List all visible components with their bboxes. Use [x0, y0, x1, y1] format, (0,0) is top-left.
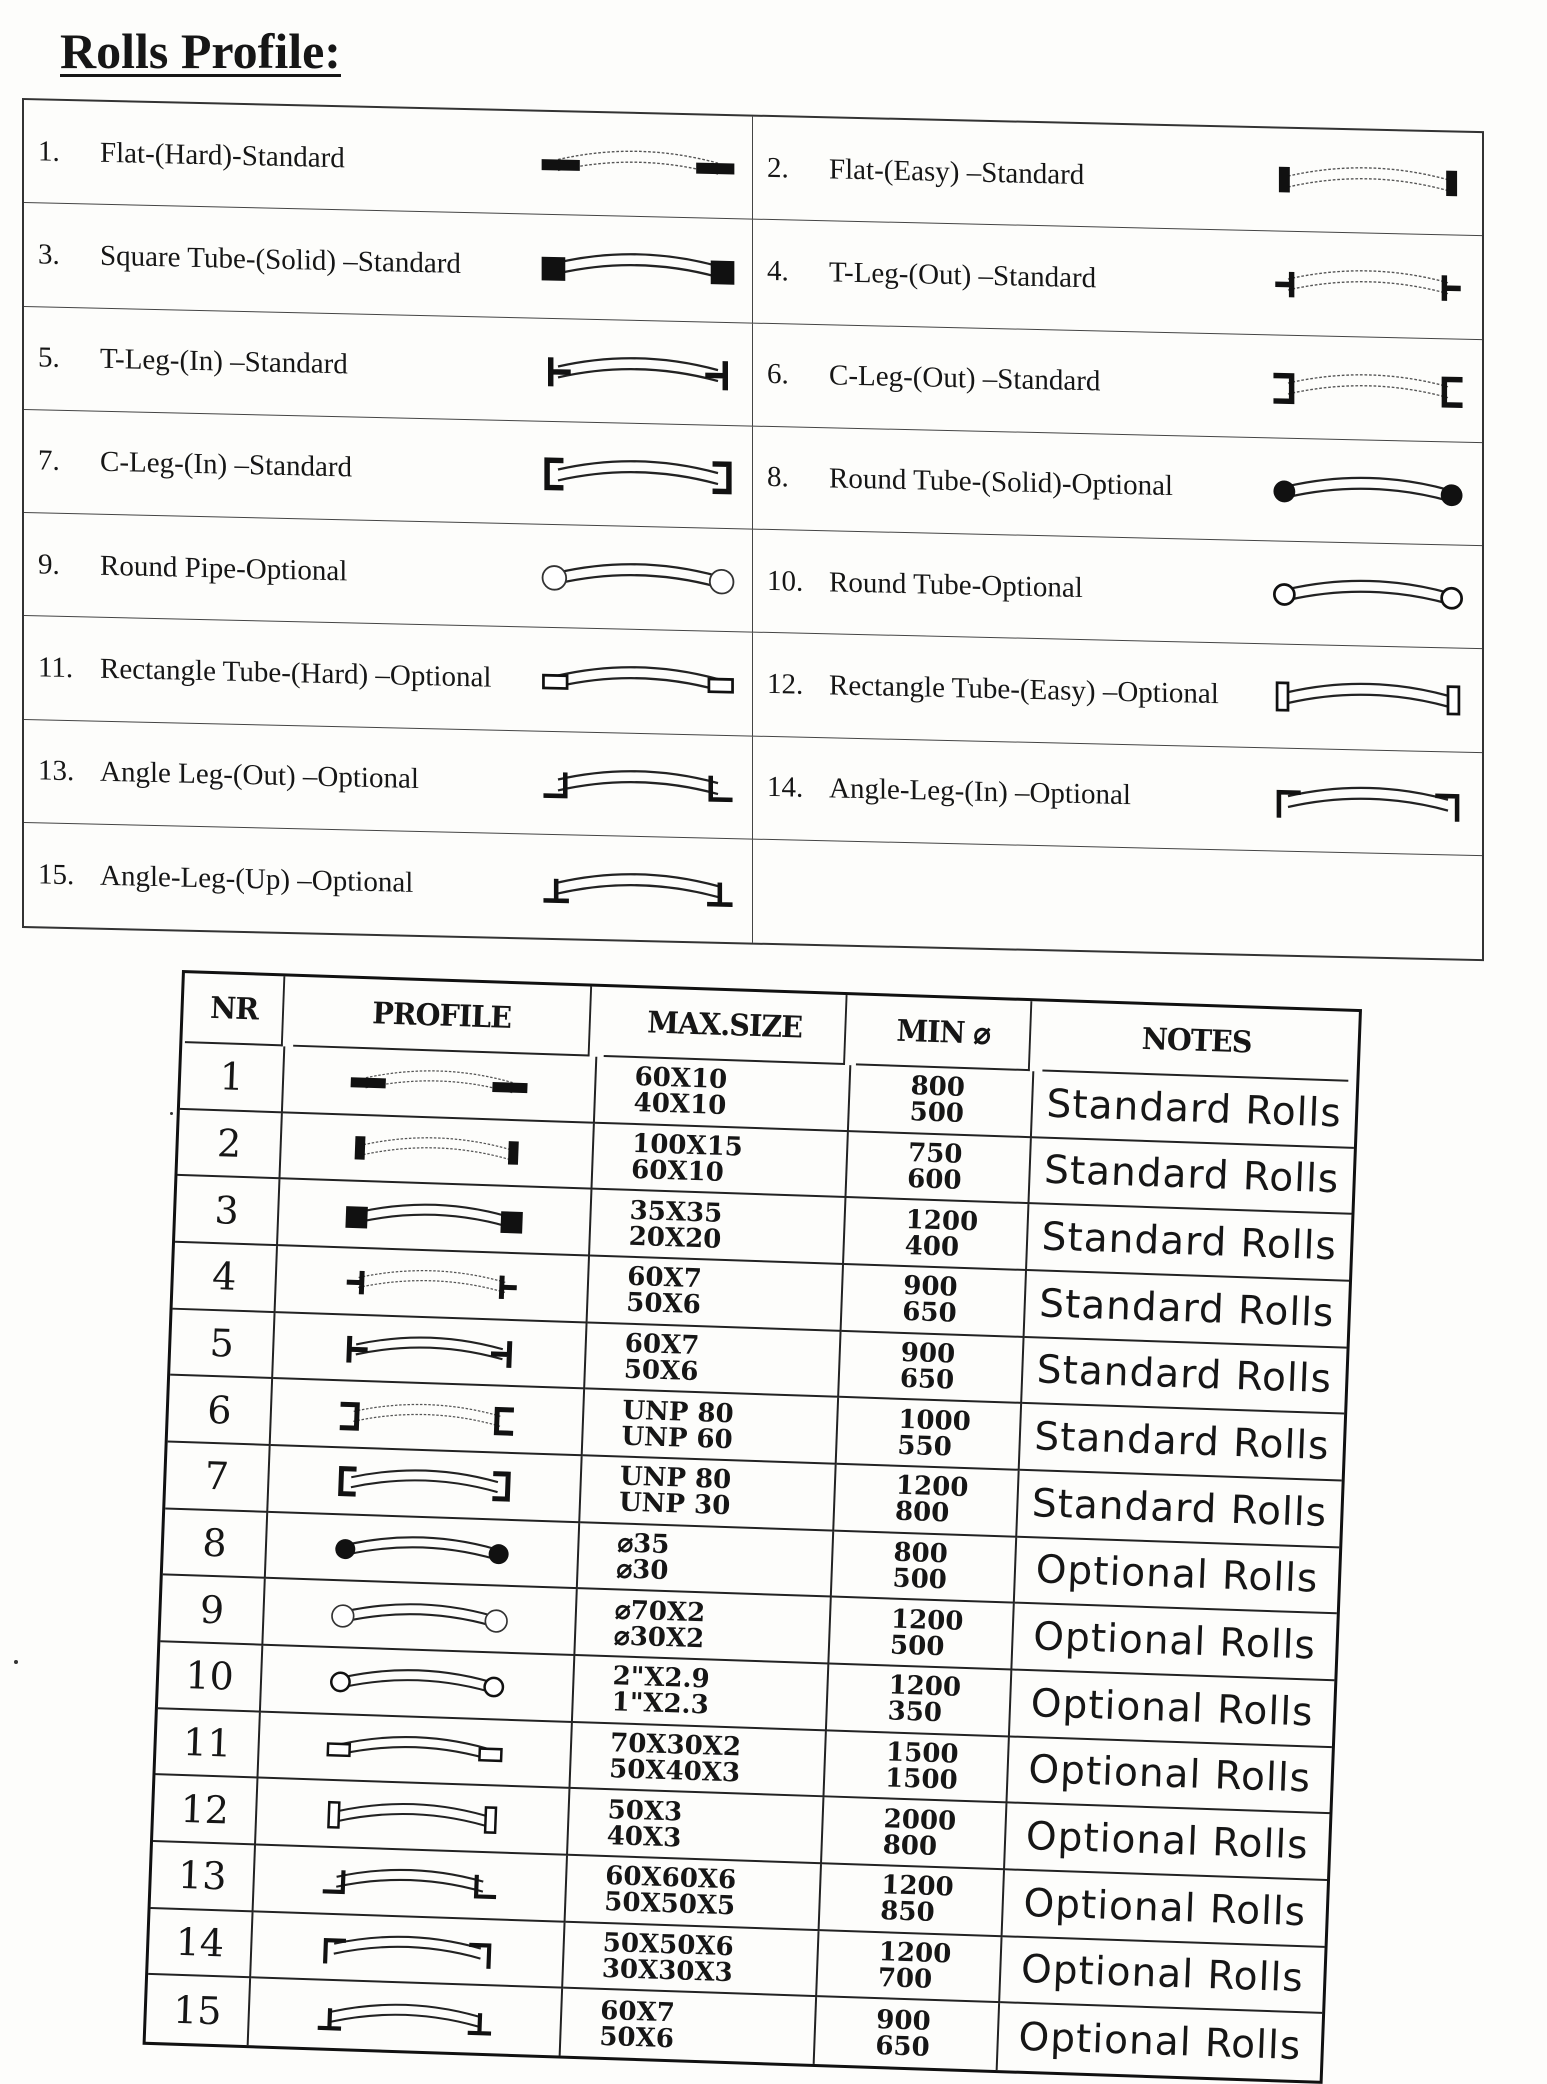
max-size-line: ⌀35: [616, 1528, 670, 1561]
row-min-diameter: [832, 1531, 1017, 1604]
min-diameter-line: 800: [894, 1496, 950, 1529]
min-diameter-line: 500: [889, 1630, 945, 1662]
catalog-cell: [24, 513, 753, 633]
min-diameter-line: 1200: [880, 1870, 955, 1903]
max-size-line: 20X20: [628, 1221, 722, 1255]
header-max-size: MAX.SIZE: [604, 987, 848, 1065]
row-profile: [273, 1313, 587, 1390]
rect-hard-profile-icon: [538, 651, 738, 712]
catalog-cell: [24, 410, 753, 530]
row-max-size: [590, 1190, 846, 1265]
catalog-cell: [24, 616, 753, 736]
catalog-number: 9.: [38, 547, 60, 581]
min-diameter-line: 1200: [890, 1604, 964, 1637]
page-title: Rolls Profile:: [60, 23, 341, 79]
catalog-label: Rectangle Tube-(Easy) –Optional: [829, 669, 1219, 711]
max-size-line: 40X3: [606, 1820, 682, 1854]
rect-easy-profile-icon: [1268, 668, 1468, 729]
round-solid-profile-icon: [316, 1521, 528, 1578]
t-leg-in-profile-icon: [538, 341, 738, 402]
row-max-size: [570, 1723, 826, 1798]
angle-in-profile-icon: [301, 1921, 513, 1978]
catalog-label: Round Tube-Optional: [829, 565, 1083, 604]
row-number: 2: [177, 1110, 282, 1180]
row-notes: Standard Rolls: [1027, 1204, 1351, 1281]
catalog-label: C-Leg-(Out) –Standard: [829, 359, 1101, 398]
catalog-number: 14.: [767, 771, 804, 804]
catalog-label: T-Leg-(In) –Standard: [100, 342, 348, 381]
catalog-label: Flat-(Easy) –Standard: [829, 152, 1085, 191]
scan-speck: [14, 1660, 18, 1664]
max-size-line: 35X35: [629, 1195, 723, 1229]
max-size-line: 50X50X5: [603, 1887, 736, 1922]
row-profile: [263, 1579, 577, 1656]
row-number: 4: [173, 1243, 278, 1313]
row-max-size: [585, 1323, 841, 1398]
row-max-size: [566, 1856, 822, 1931]
row-min-diameter: [817, 1931, 1002, 2004]
c-leg-in-profile-icon: [319, 1455, 531, 1512]
max-size-line: UNP 60: [620, 1421, 734, 1455]
row-notes: Standard Rolls: [1017, 1471, 1341, 1548]
row-number: 12: [153, 1775, 258, 1845]
row-min-diameter: [820, 1864, 1005, 1937]
catalog-number: 10.: [767, 564, 804, 598]
catalog-cell: [753, 426, 1482, 546]
row-min-diameter: [844, 1198, 1029, 1271]
square-solid-profile-icon: [538, 238, 738, 299]
catalog-label: Square Tube-(Solid) –Standard: [100, 239, 461, 280]
flat-hard-profile-icon: [538, 135, 738, 196]
max-size-line: 60X10: [634, 1062, 728, 1096]
row-number: 9: [160, 1576, 265, 1646]
row-profile: [254, 1845, 568, 1922]
row-max-size: [563, 1922, 819, 1997]
row-min-diameter: [829, 1598, 1014, 1671]
row-max-size: [573, 1656, 829, 1731]
catalog-label: Flat-(Hard)-Standard: [100, 136, 345, 174]
row-profile: [249, 1979, 563, 2056]
max-size-line: 50X50X6: [602, 1927, 735, 1963]
max-size-line: 40X10: [633, 1088, 727, 1122]
t-leg-out-profile-icon: [326, 1255, 538, 1312]
catalog-cell: [24, 203, 753, 323]
row-number: 13: [151, 1842, 256, 1912]
row-max-size: [588, 1257, 844, 1332]
catalog-label: Round Tube-(Solid)-Optional: [829, 462, 1173, 503]
row-profile: [271, 1379, 585, 1456]
row-number: 7: [165, 1443, 270, 1513]
row-number: 11: [155, 1709, 260, 1779]
rect-hard-profile-icon: [309, 1721, 521, 1778]
max-size-line: 60X60X6: [604, 1861, 737, 1896]
max-size-line: 100X15: [631, 1128, 744, 1163]
header-min-diameter: MIN ⌀: [856, 995, 1032, 1071]
row-notes: Optional Rolls: [1015, 1537, 1339, 1614]
flat-hard-profile-icon: [333, 1055, 545, 1112]
catalog-number: 7.: [38, 444, 60, 478]
row-min-diameter: [839, 1332, 1024, 1405]
c-leg-out-profile-icon: [321, 1388, 533, 1445]
min-diameter-line: 650: [874, 2030, 931, 2063]
row-notes: Optional Rolls: [1003, 1870, 1327, 1947]
catalog-number: 2.: [767, 151, 789, 185]
min-diameter-line: 800: [910, 1071, 966, 1104]
row-profile: [283, 1046, 597, 1123]
row-min-diameter: [822, 1798, 1007, 1871]
row-profile: [278, 1180, 592, 1257]
header-notes: NOTES: [1042, 1002, 1350, 1082]
row-min-diameter: [824, 1731, 1009, 1804]
min-diameter-line: 500: [891, 1563, 948, 1596]
row-number: 15: [146, 1975, 251, 2045]
catalog-cell: [753, 736, 1482, 856]
catalog-cell: [753, 530, 1482, 650]
c-leg-out-profile-icon: [1268, 358, 1468, 419]
row-number: 6: [168, 1376, 273, 1446]
catalog-cell: [753, 323, 1482, 443]
max-size-line: 2"X2.9: [612, 1661, 711, 1695]
catalog-number: 11.: [38, 651, 74, 685]
catalog-number: 6.: [767, 358, 789, 391]
catalog-label: Angle-Leg-(In) –Optional: [829, 772, 1131, 812]
catalog-label: T-Leg-(Out) –Standard: [829, 256, 1097, 295]
min-diameter-line: 750: [907, 1138, 964, 1170]
min-diameter-line: 500: [909, 1097, 965, 1130]
row-notes: Standard Rolls: [1032, 1071, 1356, 1148]
angle-up-profile-icon: [299, 1989, 511, 2046]
max-size-line: UNP 80: [621, 1395, 735, 1429]
max-size-line: 60X7: [624, 1328, 700, 1362]
header-nr: NR: [185, 973, 285, 1046]
angle-up-profile-icon: [538, 858, 738, 919]
row-profile: [276, 1246, 590, 1323]
row-number: 5: [170, 1309, 275, 1379]
rect-easy-profile-icon: [306, 1788, 518, 1845]
row-profile: [266, 1513, 580, 1590]
row-number: 8: [163, 1509, 268, 1579]
min-diameter-line: 1200: [905, 1204, 979, 1238]
t-leg-out-profile-icon: [1268, 255, 1468, 316]
max-size-line: 50X6: [598, 2021, 675, 2054]
min-diameter-line: 800: [892, 1537, 949, 1570]
row-max-size: [595, 1057, 851, 1132]
row-min-diameter: [837, 1398, 1022, 1471]
row-profile: [261, 1646, 575, 1723]
row-notes: Standard Rolls: [1020, 1404, 1344, 1481]
round-solid-profile-icon: [1268, 461, 1468, 522]
flat-easy-profile-icon: [331, 1122, 543, 1179]
row-number: 10: [158, 1642, 263, 1712]
row-max-size: [578, 1523, 834, 1598]
catalog-label: Rectangle Tube-(Hard) –Optional: [100, 652, 492, 694]
row-min-diameter: [849, 1065, 1034, 1138]
catalog-number: 8.: [767, 461, 789, 494]
catalog-number: 5.: [38, 341, 60, 374]
row-notes: Optional Rolls: [1010, 1671, 1334, 1748]
c-leg-in-profile-icon: [538, 445, 738, 506]
square-solid-profile-icon: [328, 1189, 540, 1246]
row-notes: Optional Rolls: [1012, 1604, 1336, 1681]
catalog-label: Angle-Leg-(Up) –Optional: [100, 859, 414, 899]
angle-out-profile-icon: [304, 1854, 516, 1911]
catalog-cell: [24, 100, 753, 220]
angle-out-profile-icon: [538, 754, 738, 815]
catalog-number: 12.: [767, 667, 804, 701]
min-diameter-line: 1200: [888, 1670, 962, 1704]
catalog-cell: [24, 720, 753, 840]
min-diameter-line: 400: [904, 1230, 960, 1263]
row-max-size: [575, 1589, 831, 1664]
flat-easy-profile-icon: [1268, 151, 1468, 212]
angle-in-profile-icon: [1268, 771, 1468, 832]
header-profile: PROFILE: [293, 977, 592, 1057]
row-notes: Optional Rolls: [1005, 1804, 1329, 1881]
round-tube-profile-icon: [1268, 564, 1468, 625]
row-notes: Optional Rolls: [1017, 2014, 1302, 2070]
catalog-number: 15.: [38, 858, 75, 892]
row-max-size: [561, 1989, 817, 2064]
catalog-number: 1.: [38, 134, 60, 168]
row-profile: [258, 1712, 572, 1789]
max-size-line: UNP 80: [619, 1461, 732, 1496]
spec-table: [143, 970, 1362, 2084]
row-profile: [280, 1113, 594, 1190]
max-size-line: 60X7: [599, 1995, 676, 2028]
row-max-size: [580, 1456, 836, 1531]
row-notes: Standard Rolls: [1022, 1338, 1346, 1415]
row-number: 14: [148, 1909, 253, 1979]
row-notes: Standard Rolls: [1029, 1138, 1353, 1215]
min-diameter-line: 350: [887, 1696, 943, 1729]
row-number: 1: [180, 1043, 285, 1113]
min-diameter-line: 1500: [884, 1763, 959, 1796]
min-diameter-line: 550: [896, 1430, 953, 1463]
round-pipe-profile-icon: [538, 548, 738, 609]
max-size-line: ⌀70X2: [614, 1595, 706, 1628]
min-diameter-line: 900: [900, 1337, 956, 1370]
profile-catalog: [22, 98, 1484, 961]
min-diameter-line: 800: [882, 1829, 938, 1862]
row-max-size: [568, 1789, 824, 1864]
min-diameter-line: 900: [902, 1271, 959, 1304]
scan-speck: [170, 1112, 173, 1115]
row-min-diameter: [842, 1265, 1027, 1338]
max-size-line: 50X3: [607, 1794, 683, 1828]
max-size-line: 70X30X2: [609, 1728, 742, 1763]
min-diameter-line: 2000: [883, 1803, 957, 1837]
row-notes: Optional Rolls: [1000, 1937, 1324, 2014]
min-diameter-line: 1000: [897, 1404, 972, 1437]
max-size-line: 50X6: [623, 1354, 699, 1388]
row-min-diameter: [815, 1997, 1000, 2070]
min-diameter-line: 700: [877, 1963, 933, 1995]
row-min-diameter: [846, 1132, 1031, 1205]
catalog-label: Round Pipe-Optional: [100, 549, 348, 588]
max-size-line: ⌀30X2: [613, 1621, 705, 1654]
max-size-line: ⌀30: [615, 1554, 669, 1587]
catalog-empty-cell: [753, 839, 1482, 959]
catalog-number: 4.: [767, 254, 789, 288]
min-diameter-line: 650: [901, 1297, 958, 1329]
t-leg-in-profile-icon: [323, 1322, 535, 1379]
row-profile: [256, 1779, 570, 1856]
catalog-cell: [24, 307, 753, 427]
catalog-label: Angle Leg-(Out) –Optional: [100, 755, 419, 796]
max-size-line: 50X40X3: [608, 1754, 741, 1789]
row-max-size: [583, 1390, 839, 1465]
min-diameter-line: 1200: [895, 1471, 969, 1504]
row-max-size: [592, 1123, 848, 1198]
min-diameter-line: 600: [906, 1164, 963, 1196]
round-pipe-profile-icon: [314, 1588, 526, 1645]
max-size-line: 60X7: [626, 1262, 703, 1295]
max-size-line: UNP 30: [618, 1487, 731, 1522]
catalog-cell: [753, 633, 1482, 753]
row-notes: Optional Rolls: [1007, 1737, 1331, 1814]
max-size-line: 60X10: [630, 1154, 725, 1188]
row-profile: [251, 1912, 565, 1989]
round-tube-profile-icon: [311, 1655, 523, 1712]
min-diameter-line: 900: [875, 2004, 932, 2037]
row-notes: Standard Rolls: [1025, 1271, 1349, 1348]
min-diameter-line: 650: [899, 1363, 955, 1396]
max-size-line: 1"X2.3: [611, 1687, 710, 1721]
max-size-line: 50X6: [625, 1288, 702, 1321]
catalog-label: C-Leg-(In) –Standard: [100, 446, 353, 484]
catalog-cell: [753, 220, 1482, 340]
max-size-line: 30X30X3: [601, 1953, 734, 1989]
row-number: 3: [175, 1176, 280, 1246]
row-min-diameter: [827, 1664, 1012, 1737]
min-diameter-line: 1500: [885, 1737, 960, 1770]
min-diameter-line: 850: [879, 1896, 936, 1929]
catalog-cell: [753, 117, 1482, 237]
min-diameter-line: 1200: [878, 1937, 952, 1970]
row-profile: [268, 1446, 582, 1523]
row-min-diameter: [834, 1465, 1019, 1538]
catalog-cell: [24, 823, 753, 943]
catalog-number: 3.: [38, 238, 60, 271]
catalog-number: 13.: [38, 754, 75, 788]
